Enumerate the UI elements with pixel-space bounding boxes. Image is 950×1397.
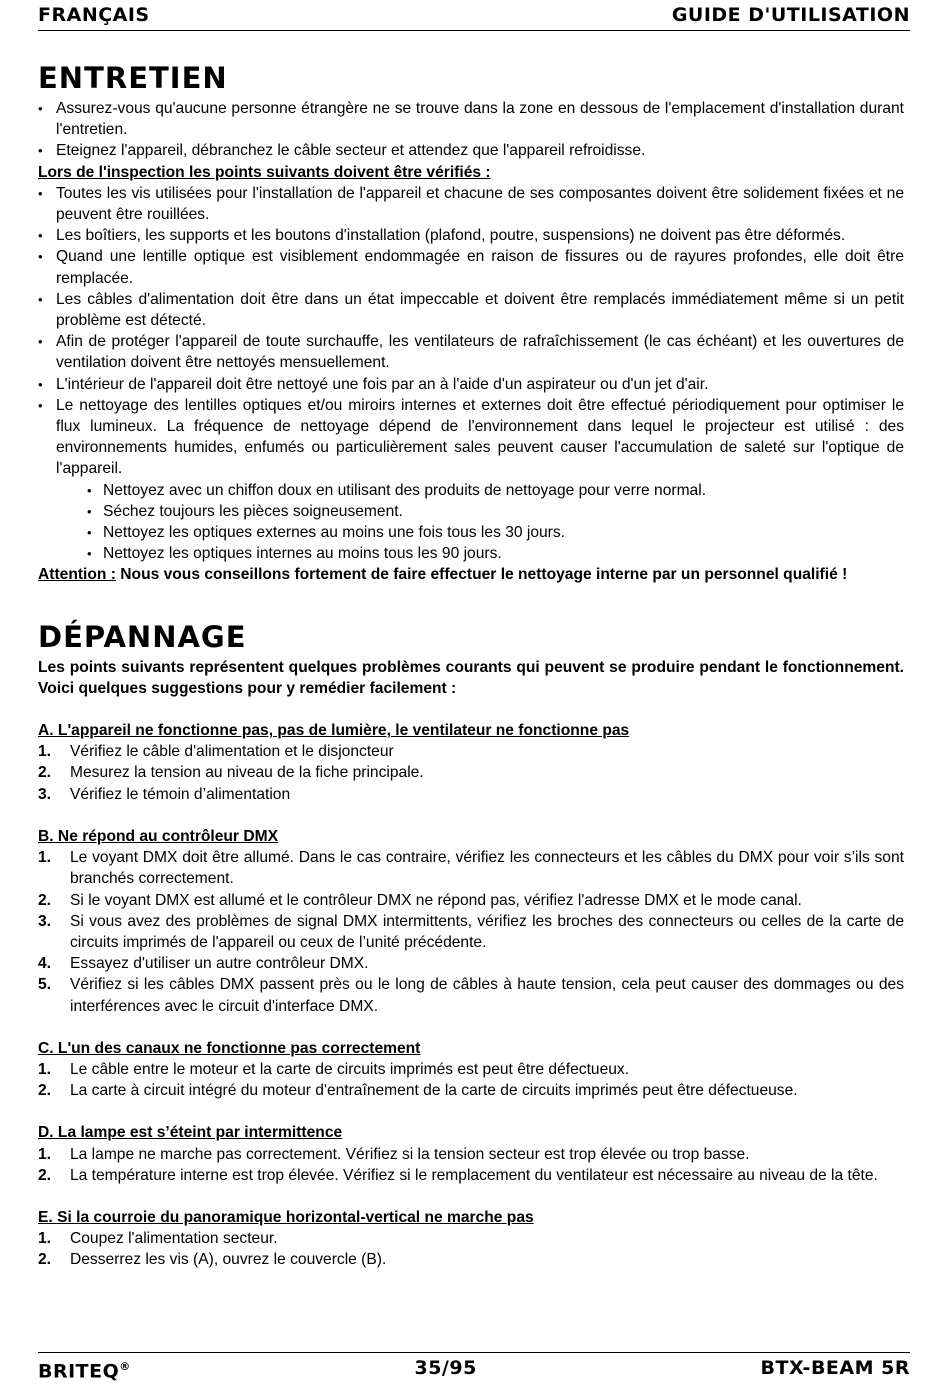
list-item: 2. Desserrez les vis (A), ouvrez le couvercle (B).	[38, 1251, 387, 1269]
section-heading-b: B. Ne répond au contrôleur DMX	[38, 827, 278, 845]
header-language: FRANÇAIS	[38, 4, 150, 27]
section-heading-d: D. La lampe est s’éteint par intermittence	[38, 1124, 343, 1142]
section-e-list	[38, 1228, 904, 1270]
page-footer	[38, 1352, 910, 1385]
list-item: • Les câbles d'alimentation doit être dans un état impeccable et doivent être remplacés immédiatement même si un petit problème est détecté.	[38, 289, 904, 331]
list-item: 3. Si vous avez des problèmes de signal DMX intermittents, vérifiez les broches des connecteurs ou celles de la carte de circuits imprimés de l'appareil ou ceux de l’unité précédente.	[38, 912, 904, 951]
list-item: • Quand une lentille optique est visiblement endommagée en raison de fissures ou de rayures profondes, elle doit être remplacée.	[38, 246, 904, 288]
list-item: • Nettoyez les optiques internes au moins tous les 90 jours.	[38, 543, 904, 564]
list-item: 1. Vérifiez le câble d'alimentation et le disjoncteur	[38, 743, 394, 761]
list-item: 1. La lampe ne marche pas correctement. Vérifiez si la tension secteur est trop élevée ou trop basse.	[38, 1145, 750, 1163]
entretien-bullets-1	[38, 98, 904, 162]
section-c-list	[38, 1059, 904, 1101]
page-header	[38, 2, 910, 31]
list-item: 2. Si le voyant DMX est allumé et le contrôleur DMX ne répond pas, vérifiez l'adresse DMX et le mode canal.	[38, 891, 802, 909]
page-number: 35/95	[414, 1357, 477, 1380]
section-a-list	[38, 741, 904, 805]
list-item: • Nettoyez avec un chiffon doux en utilisant des produits de nettoyage pour verre normal.	[38, 480, 904, 501]
section-d-list	[38, 1144, 904, 1186]
list-item: • Nettoyez les optiques externes au moins une fois tous les 30 jours.	[38, 522, 904, 543]
list-item: 4. Essayez d'utiliser un autre contrôleur DMX.	[38, 955, 369, 973]
list-item: • Afin de protéger l'appareil de toute surchauffe, les ventilateurs de rafraîchissement (le cas échéant) et les ouvertures de ventilation doivent être nettoyés mensuellement.	[38, 331, 904, 373]
list-item: 2. La température interne est trop élevée. Vérifiez si le remplacement du ventilateur est nécessaire au niveau de la tête.	[38, 1166, 878, 1184]
list-item: • Séchez toujours les pièces soigneusement.	[38, 501, 904, 522]
attention-note	[38, 564, 904, 585]
list-item: 1. Coupez l'alimentation secteur.	[38, 1230, 278, 1248]
list-item: • Le nettoyage des lentilles optiques et/ou miroirs internes et externes doit être effectué périodiquement pour optimiser le flux lumineux. La fréquence de nettoyage dépend de l'environnement dans lequel le projecteur est utilisé : des environnements humides, enfumés ou particulièrement sales peuvent causer l'accumulation de saleté sur l'optique de l'appareil.	[38, 395, 904, 480]
section-heading-c: C. L'un des canaux ne fonctionne pas correctement	[38, 1039, 421, 1057]
cleaning-sub-bullets	[38, 480, 904, 565]
list-item: 1. Le voyant DMX doit être allumé. Dans le cas contraire, vérifiez les connecteurs et les câbles du DMX pour voir s’ils sont branchés correctement.	[38, 849, 904, 888]
section-heading-a: A. L'appareil ne fonctionne pas, pas de lumière, le ventilateur ne fonctionne pas	[38, 722, 630, 740]
list-item: • Toutes les vis utilisées pour l'installation de l'appareil et chacune de ses composantes doivent être solidement fixées et ne peuvent être rouillées.	[38, 183, 904, 225]
list-item: • L'intérieur de l'appareil doit être nettoyé une fois par an à l'aide d'un aspirateur ou d'un jet d'air.	[38, 374, 904, 395]
list-item: 1. Le câble entre le moteur et la carte de circuits imprimés est peut être défectueux.	[38, 1060, 630, 1078]
depannage-intro: Les points suivants représentent quelques problèmes courants qui peuvent se produire pendant le fonctionnement. Voici quelques suggestions pour y remédier facilement :	[38, 658, 904, 697]
entretien-bullets-2	[38, 183, 904, 480]
entretien-title: ENTRETIEN	[38, 61, 228, 95]
list-item: • Les boîtiers, les supports et les boutons d'installation (plafond, poutre, suspensions) ne doivent pas être déformés.	[38, 225, 904, 246]
inspection-heading: Lors de l'inspection les points suivants doivent être vérifiés :	[38, 163, 491, 181]
attention-label: Attention :	[38, 566, 116, 584]
depannage-title: DÉPANNAGE	[38, 619, 247, 654]
list-item: 2. Mesurez la tension au niveau de la fiche principale.	[38, 764, 424, 782]
footer-model: BTX-BEAM 5R	[760, 1357, 910, 1380]
list-item: • Eteignez l'appareil, débranchez le câble secteur et attendez que l'appareil refroidisse.	[38, 140, 904, 161]
list-item: 5. Vérifiez si les câbles DMX passent près ou le long de câbles à haute tension, cela peut causer des dommages ou des interférences avec le circuit d'interface DMX.	[38, 976, 904, 1015]
registered-mark: ®	[119, 1359, 131, 1373]
list-item: 3. Vérifiez le témoin d’alimentation	[38, 785, 291, 803]
attention-text: Nous vous conseillons fortement de faire effectuer le nettoyage interne par un personnel qualifié !	[115, 566, 848, 584]
page-content	[38, 58, 904, 1271]
section-b-list	[38, 847, 904, 1017]
footer-brand: BRITEQ®	[38, 1359, 131, 1383]
list-item: 2. La carte à circuit intégré du moteur d'entraînement de la carte de circuits imprimés peut être défectueuse.	[38, 1082, 798, 1100]
list-item: • Assurez-vous qu'aucune personne étrangère ne se trouve dans la zone en dessous de l'emplacement d'installation durant l'entretien.	[38, 98, 904, 140]
section-heading-e: E. Si la courroie du panoramique horizontal-vertical ne marche pas	[38, 1208, 534, 1226]
header-guide-title: GUIDE D'UTILISATION	[671, 4, 910, 27]
